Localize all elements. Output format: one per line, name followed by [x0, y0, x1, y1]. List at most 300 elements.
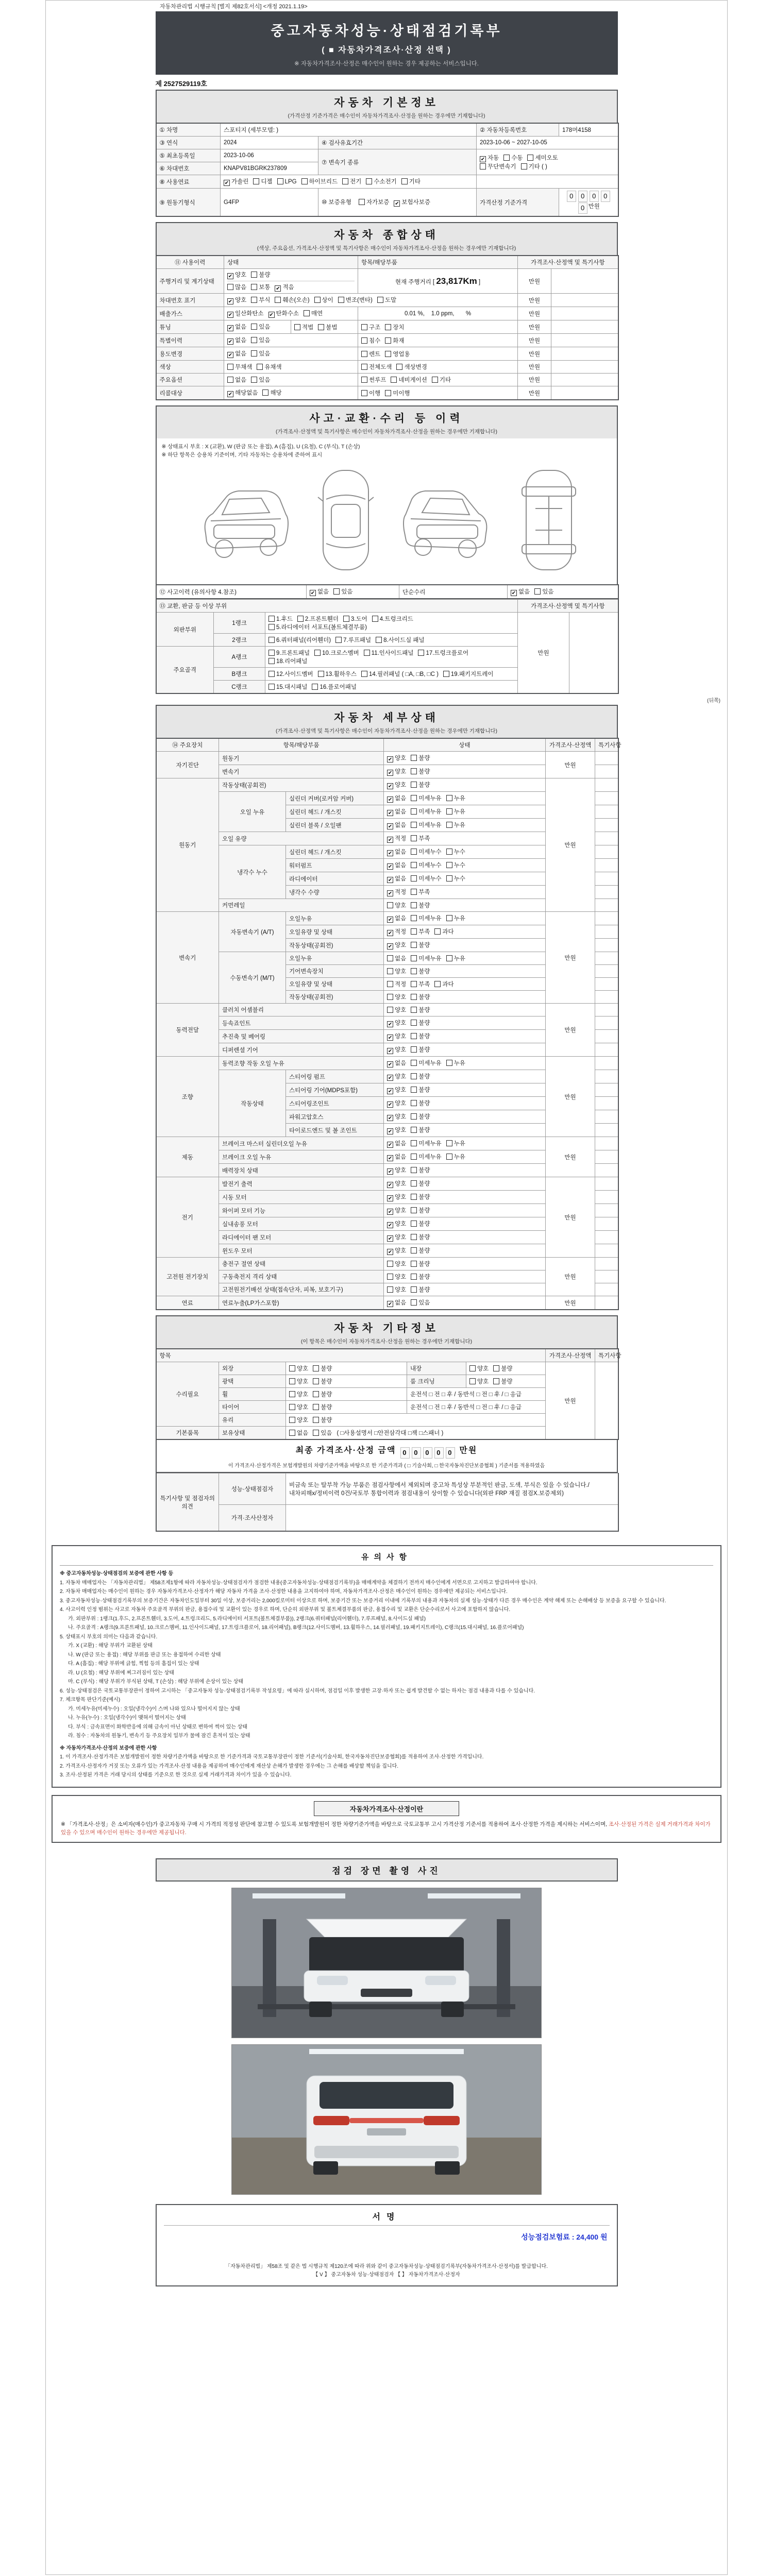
checkbox-누유[interactable] [446, 808, 452, 815]
checkbox-네비게이션[interactable] [391, 377, 397, 383]
option-13.휠하우스: 13.휠하우스 [318, 670, 357, 678]
notice-line: 2. 자동차 매매업자는 매수인이 원하는 경우 자동차가격조사·산정자가 해당 자동차 가격을 조사·산정한 내용을 고지하여야 하며, 자동차가격조사·산정은 매수인이 원하는 경우에만 제공되는 서비스입니다. [60, 1589, 508, 1595]
checkbox-양호[interactable]: ✔ [228, 299, 233, 304]
checkbox-미세누유[interactable] [411, 1060, 417, 1066]
checkbox-미세누유[interactable] [411, 822, 417, 828]
checkbox-변조(변타)[interactable] [338, 297, 344, 303]
inspector-label: 성능·상태점검자 [219, 1473, 286, 1505]
option-양호: ✔ 양호 [228, 297, 247, 304]
checkbox-수소전기[interactable] [366, 178, 372, 184]
item-label: 연료누출(LP가스포함) [219, 1296, 384, 1310]
rank-items [265, 647, 518, 668]
table-row [156, 585, 618, 599]
checkbox-양호[interactable] [387, 1261, 393, 1267]
checkbox-불량[interactable] [411, 782, 417, 788]
state-options [384, 1150, 546, 1164]
checkbox-없음[interactable] [227, 377, 233, 383]
checkbox-양호[interactable]: ✔ [228, 274, 233, 279]
option-구조: 구조 [361, 323, 380, 331]
checkbox-누유[interactable] [446, 915, 452, 921]
checkbox-양호[interactable] [289, 1404, 295, 1410]
option-불량: 불량 [411, 1273, 430, 1281]
checkbox-미세누유[interactable] [411, 1140, 417, 1146]
checkbox-적정[interactable] [387, 981, 393, 987]
state-options [384, 1191, 546, 1204]
checkbox-없음[interactable]: ✔ [511, 590, 516, 596]
checkbox-양호[interactable]: ✔ [388, 757, 393, 762]
checkbox-없음[interactable]: ✔ [388, 824, 393, 829]
checkbox-1.후드[interactable] [268, 616, 275, 622]
state-options [384, 1258, 546, 1270]
checkbox-없음[interactable]: ✔ [388, 877, 393, 883]
checkbox-있음[interactable] [411, 1299, 417, 1306]
checkbox-13.휠하우스[interactable] [318, 671, 324, 677]
checkbox-영업용[interactable] [385, 351, 391, 357]
checkbox-해당[interactable] [262, 389, 268, 396]
table-row [156, 1258, 618, 1270]
checkbox-양호[interactable]: ✔ [388, 1196, 393, 1201]
checkbox-7.루프패널[interactable] [335, 637, 342, 643]
checkbox-불량[interactable] [411, 1113, 417, 1120]
checkbox-무단변속기[interactable] [480, 163, 486, 170]
checkbox-없음[interactable]: ✔ [228, 339, 233, 345]
checkbox-과다[interactable] [434, 928, 441, 935]
checkbox-누유[interactable] [446, 822, 452, 828]
state-options [384, 1177, 546, 1191]
checkbox-불량[interactable] [411, 902, 417, 908]
checkbox-12.사이드멤버[interactable] [268, 671, 275, 677]
checkbox-썬루프[interactable] [361, 377, 367, 383]
inspection-insurance-fee: 성능점검보험료 : 24,400 원 [521, 2232, 608, 2241]
checkbox-없음[interactable]: ✔ [388, 797, 393, 803]
checkbox-있음[interactable] [333, 588, 340, 595]
checkbox-자가보증[interactable] [359, 199, 365, 205]
checkbox-탄화수소[interactable]: ✔ [269, 312, 274, 318]
checkbox-불량[interactable] [493, 1365, 499, 1371]
checkbox-도말[interactable] [377, 297, 383, 303]
state-options [384, 886, 546, 899]
checkbox-무채색[interactable] [227, 364, 233, 370]
checkbox-양호[interactable]: ✔ [388, 784, 393, 789]
checkbox-없음[interactable]: ✔ [388, 1062, 393, 1067]
checkbox-미세누수[interactable] [411, 875, 417, 882]
option-양호: ✔ 양호 [388, 1248, 407, 1255]
checkbox-상이[interactable] [314, 297, 321, 303]
checkbox-없음[interactable]: ✔ [388, 1156, 393, 1161]
state-options [384, 1097, 546, 1110]
checkbox-없음[interactable]: ✔ [388, 810, 393, 816]
rank-items [265, 613, 518, 634]
checkbox-해당없음[interactable]: ✔ [228, 392, 233, 397]
checkbox-불량[interactable] [411, 1221, 417, 1227]
checkbox-불량[interactable] [411, 1274, 417, 1280]
checkbox-미세누유[interactable] [411, 795, 417, 801]
checkbox-화재[interactable] [385, 337, 391, 344]
checkbox-없음[interactable]: ✔ [310, 590, 315, 596]
checkbox-적정[interactable]: ✔ [388, 891, 393, 896]
option-불량: 불량 [411, 993, 430, 1001]
section-title: 자동차 기본정보 [334, 97, 439, 109]
checkbox-19.패키지트레이[interactable] [443, 671, 449, 677]
checkbox-기타 ( )[interactable] [521, 163, 527, 170]
checkbox-불량[interactable] [411, 768, 417, 774]
notice-line: 라. U (요철) : 해당 부위에 찌그러짐이 있는 상태 [68, 1670, 174, 1676]
checkbox-누유[interactable] [446, 795, 452, 801]
subgroup-label: 자동변속기 (A/T) [219, 912, 286, 952]
checkbox-있음[interactable] [534, 588, 541, 595]
checkbox-양호[interactable] [387, 1007, 393, 1013]
checkbox-양호[interactable] [289, 1417, 295, 1423]
checkbox-적정[interactable]: ✔ [388, 837, 393, 843]
checkbox-미이행[interactable] [385, 390, 391, 396]
checkbox-장치[interactable] [385, 324, 391, 330]
checkbox-8.사이드실 패널[interactable] [376, 637, 382, 643]
option-적정: ✔ 적정 [388, 929, 407, 936]
checkbox-렌트[interactable] [361, 351, 367, 357]
checkbox-양호[interactable]: ✔ [388, 1223, 393, 1228]
rank-items [265, 681, 518, 694]
checkbox-불량[interactable] [411, 1127, 417, 1133]
checkbox-누유[interactable] [446, 1060, 452, 1066]
price-digit: 0 [578, 191, 587, 202]
option-양호: 양호 [387, 901, 406, 909]
checkbox-LPG[interactable] [277, 178, 283, 184]
checkbox-적정[interactable]: ✔ [388, 930, 393, 936]
state-options [384, 1283, 546, 1296]
option-양호: ✔ 양호 [228, 272, 247, 279]
price-cell: 만원 [546, 1296, 595, 1310]
option-양호: ✔ 양호 [388, 1234, 407, 1242]
item-label: 브레이크 마스터 실린더오일 누유 [219, 1137, 384, 1150]
checkbox-부족[interactable] [411, 928, 417, 935]
checkbox-있음[interactable] [251, 377, 257, 383]
option-누유: 누유 [446, 1153, 465, 1161]
checkbox-일산화탄소[interactable]: ✔ [228, 312, 233, 318]
checkbox-15.대시패널[interactable] [268, 684, 275, 690]
option-적정: ✔ 적정 [388, 836, 407, 843]
checkbox-불량[interactable] [411, 1073, 417, 1079]
checkbox-침수[interactable] [361, 337, 367, 344]
notice-line: 가. 미세누유(미세누수) : 오일(냉각수)이 스며 나와 있으나 떨어지지 않는 상태 [68, 1706, 240, 1712]
device-조향: 조향 [156, 1057, 219, 1137]
checkbox-세미오토[interactable] [527, 155, 533, 161]
checkbox-없음[interactable]: ✔ [228, 326, 233, 331]
repair-item-유리: 유리 [219, 1414, 286, 1427]
checkbox-불량[interactable] [411, 942, 417, 948]
mileage-label: 주행거리 및 계기상태 [156, 269, 224, 294]
checkbox-훼손(오손)[interactable] [275, 297, 281, 303]
checkbox-11.인사이드패널[interactable] [364, 650, 370, 656]
checkbox-미세누수[interactable] [411, 849, 417, 855]
option-10.크로스멤버: 10.크로스멤버 [314, 649, 359, 657]
checkbox-양호[interactable]: ✔ [388, 1249, 393, 1255]
checkbox-없음[interactable] [289, 1430, 295, 1436]
checkbox-불량[interactable] [493, 1378, 499, 1384]
checkbox-10.크로스멤버[interactable] [314, 650, 321, 656]
checkbox-수동[interactable] [503, 155, 510, 161]
special-note-cell [595, 1191, 618, 1204]
checkbox-있음[interactable] [251, 337, 257, 343]
checkbox-양호[interactable]: ✔ [388, 1115, 393, 1121]
checkbox-14.필러패널 ( □A, □B, □C )[interactable] [361, 671, 367, 677]
checkbox-기타[interactable] [432, 377, 438, 383]
checkbox-미세누유[interactable] [411, 808, 417, 815]
checkbox-양호[interactable]: ✔ [388, 770, 393, 776]
checkbox-누수[interactable] [446, 849, 452, 855]
checkbox-양호[interactable]: ✔ [388, 1169, 393, 1175]
checkbox-기타[interactable] [401, 178, 408, 184]
checkbox-적음[interactable]: ✔ [276, 286, 280, 292]
special-note-cell [551, 386, 618, 400]
vin-mark-options [224, 294, 518, 307]
checkbox-양호[interactable]: ✔ [388, 1209, 393, 1215]
checkbox-양호[interactable]: ✔ [388, 1075, 393, 1081]
checkbox-양호[interactable]: ✔ [388, 1129, 393, 1134]
checkbox-불량[interactable] [411, 1261, 417, 1267]
checkbox-불량[interactable] [411, 1207, 417, 1213]
checkbox-불량[interactable] [411, 1180, 417, 1187]
checkbox-양호[interactable] [469, 1365, 476, 1371]
option-불량: 불량 [411, 1260, 430, 1268]
checkbox-양호[interactable]: ✔ [388, 1022, 393, 1027]
checkbox-하이브리드[interactable] [301, 178, 308, 184]
option-도말: 도말 [377, 296, 396, 304]
checkbox-양호[interactable] [387, 902, 393, 908]
checkbox-누유[interactable] [446, 1154, 452, 1160]
checkbox-불량[interactable] [411, 1194, 417, 1200]
checkbox-양호[interactable]: ✔ [388, 1089, 393, 1094]
item-label: 기어변속장치 [286, 965, 384, 978]
checkbox-없음[interactable]: ✔ [228, 352, 233, 358]
checkbox-있음[interactable] [251, 324, 257, 330]
option-양호: ✔ 양호 [388, 1167, 407, 1175]
rank-label: C랭크 [214, 681, 265, 694]
note-header: 특기사항 [595, 738, 618, 752]
checkbox-부족[interactable] [411, 835, 417, 841]
item-label: 배력장치 상태 [219, 1164, 384, 1177]
option-양호: ✔ 양호 [388, 1100, 407, 1108]
checkbox-자동[interactable]: ✔ [480, 157, 485, 162]
checkbox-양호[interactable] [387, 968, 393, 974]
special-note-cell [595, 1231, 618, 1244]
odometer-cell: 현재 주행거리 [ 23,817Km ] [358, 269, 518, 294]
checkbox-누유[interactable] [446, 1140, 452, 1146]
checkbox-불량[interactable] [411, 1100, 417, 1106]
option-훼손(오손): 훼손(오손) [275, 296, 309, 304]
checkbox-부족[interactable] [411, 889, 417, 895]
checkbox-누수[interactable] [446, 875, 452, 882]
table-row [156, 361, 618, 374]
checkbox-없음[interactable]: ✔ [388, 1142, 393, 1148]
checkbox-색상변경[interactable] [396, 364, 402, 370]
checkbox-9.프론트패널[interactable] [268, 650, 275, 656]
checkbox-불량[interactable] [411, 1167, 417, 1173]
checkbox-양호[interactable] [469, 1378, 476, 1384]
checkbox-적법[interactable] [294, 324, 300, 330]
special-note-cell [595, 1137, 618, 1150]
checkbox-미세누유[interactable] [411, 955, 417, 961]
checkbox-불법[interactable] [318, 324, 324, 330]
checkbox-없음[interactable]: ✔ [388, 1301, 393, 1307]
checkbox-불량[interactable] [313, 1365, 319, 1371]
option-양호: 양호 [289, 1416, 308, 1424]
tuning-options-3 [358, 320, 518, 334]
checkbox-전기[interactable] [342, 178, 348, 184]
checkbox-5.라디에이터 서포트(볼트체결부품)[interactable] [268, 624, 275, 630]
checkbox-구조[interactable] [361, 324, 367, 330]
option-불량: 불량 [411, 1112, 430, 1121]
checkbox-불량[interactable] [411, 968, 417, 974]
checkbox-양호[interactable]: ✔ [388, 1035, 393, 1041]
special-note-cell [551, 294, 618, 307]
usage-change-label: 용도변경 [156, 347, 224, 361]
repair-options-룸 크리닝 [466, 1375, 546, 1388]
checkbox-전체도색[interactable] [361, 364, 367, 370]
checkbox-미세누유[interactable] [411, 1154, 417, 1160]
checkbox-불량[interactable] [411, 1046, 417, 1053]
option-디젤: 디젤 [253, 177, 272, 185]
checkbox-없음[interactable]: ✔ [388, 851, 393, 856]
checkbox-양호[interactable] [387, 1286, 393, 1293]
checkbox-디젤[interactable] [253, 178, 259, 184]
checkbox-없음[interactable] [387, 955, 393, 961]
option-불량: 불량 [493, 1364, 512, 1372]
checkbox-없음[interactable]: ✔ [388, 864, 393, 870]
option-네비게이션: 네비게이션 [391, 376, 427, 384]
option-전체도색: 전체도색 [361, 363, 392, 371]
checkbox-17.트렁크플로어[interactable] [418, 650, 424, 656]
checkbox-불량[interactable] [411, 1087, 417, 1093]
checkbox-양호[interactable] [289, 1391, 295, 1397]
tuning-options-2 [291, 320, 358, 334]
special-note-cell [595, 991, 618, 1004]
checkbox-양호[interactable] [289, 1365, 295, 1371]
checkbox-매연[interactable] [304, 310, 310, 316]
checkbox-보험사보증[interactable]: ✔ [395, 201, 399, 207]
checkbox-불량[interactable] [313, 1417, 319, 1423]
option-부족: 부족 [411, 980, 430, 988]
checkbox-가솔린[interactable]: ✔ [224, 180, 229, 186]
rank-label: 1랭크 [214, 613, 265, 634]
option-2.프론트휀더: 2.프론트휀더 [297, 615, 339, 623]
checkbox-불량[interactable] [411, 1033, 417, 1039]
option-양호: 양호 [289, 1364, 308, 1372]
checkbox-불량[interactable] [313, 1378, 319, 1384]
state-options [384, 765, 546, 778]
checkbox-유채색[interactable] [257, 364, 263, 370]
option-있음: 있음 [313, 1429, 332, 1437]
checkbox-양호[interactable] [387, 994, 393, 1000]
notice-line: 나. 주요골격 : A랭크(9.프론트패널, 10.크로스멤버, 11.인사이드패널, 17.트렁크플로어, 18.리어패널), B랭크(12.사이드멤버, 13.휠하우스, 14.필러패널, 19.패키지트레이), C랭크(15.대시패널, 16.플로어패널) [68, 1625, 524, 1631]
checkbox-누유[interactable] [446, 955, 452, 961]
first-reg-value: 2023-10-06 [221, 149, 318, 162]
mileage-state [224, 269, 358, 294]
option-17.트렁크플로어: 17.트렁크플로어 [418, 649, 468, 657]
checkbox-많음[interactable] [227, 284, 233, 290]
price-unit: 만원 [588, 204, 600, 210]
checkbox-이행[interactable] [361, 390, 367, 396]
checkbox-불량[interactable] [411, 1020, 417, 1026]
special-note-cell [595, 819, 618, 832]
notice-line: 1. 자동차 매매업자는 「자동차관리법」 제58조제1항에 따라 자동차성능·상태점검자가 점검한 내용(중고자동차성능·상태점검기록부)을 매매계약을 체결하기 전까지 매수인에게 서면으로 고지하고 발급하여야 합니다. [60, 1580, 537, 1586]
notice-section [52, 1545, 721, 1788]
option-없음: 없음 [289, 1429, 308, 1437]
checkbox-누수[interactable] [446, 862, 452, 868]
checkbox-양호[interactable]: ✔ [388, 1102, 393, 1108]
warranty-label: ⑩ 보증유형 [322, 199, 351, 206]
checkbox-미세누수[interactable] [411, 862, 417, 868]
checkbox-불량[interactable] [411, 1247, 417, 1253]
fuel-label: ⑧ 사용연료 [156, 175, 221, 189]
table-row [156, 307, 618, 320]
checkbox-부족[interactable] [411, 981, 417, 987]
option-18.리어패널: 18.리어패널 [268, 657, 307, 665]
accident-history-label: ⑫ 사고이력 (유의사항 4.참조) [156, 585, 307, 599]
option-미세누유: 미세누유 [411, 954, 441, 962]
checkbox-양호[interactable] [289, 1378, 295, 1384]
option-있음: 있음 [251, 376, 270, 384]
checkbox-미세누유[interactable] [411, 915, 417, 921]
checkbox-불량[interactable] [411, 1286, 417, 1293]
final-price-unit: 만원 [459, 1446, 478, 1455]
special-note-cell [595, 1097, 618, 1110]
checkbox-16.플로어패널[interactable] [312, 684, 318, 690]
option-양호: ✔ 양호 [388, 1194, 407, 1201]
checkbox-불량[interactable] [411, 1007, 417, 1013]
special-note-cell [595, 1124, 618, 1137]
checkbox-양호[interactable] [387, 1274, 393, 1280]
option-없음: ✔ 없음 [228, 351, 247, 358]
checkbox-불량[interactable] [411, 994, 417, 1000]
option-미세누유: 미세누유 [411, 1153, 441, 1161]
checkbox-양호[interactable]: ✔ [388, 1236, 393, 1242]
checkbox-양호[interactable]: ✔ [388, 944, 393, 950]
option-없음: 없음 [387, 954, 406, 962]
checkbox-양호[interactable]: ✔ [388, 1182, 393, 1188]
checkbox-4.트렁크리드[interactable] [372, 616, 378, 622]
checkbox-불량[interactable] [411, 1234, 417, 1240]
checkbox-양호[interactable]: ✔ [388, 1048, 393, 1054]
checkbox-없음[interactable]: ✔ [388, 917, 393, 923]
option-불량: 불량 [411, 1032, 430, 1040]
checkbox-과다[interactable] [434, 981, 441, 987]
checkbox-6.쿼터패널(리어휀더)[interactable] [268, 637, 275, 643]
special-note-cell [551, 320, 618, 334]
recall-label: 리콜대상 [156, 386, 224, 400]
option-누유: 누유 [446, 821, 465, 829]
item-label: 오일누유 [286, 912, 384, 925]
checkbox-불량[interactable] [251, 272, 257, 278]
special-note-cell [595, 872, 618, 886]
option-6.쿼터패널(리어휀더): 6.쿼터패널(리어휀더) [268, 636, 331, 644]
checkbox-불량[interactable] [313, 1391, 319, 1397]
checkbox-불량[interactable] [411, 755, 417, 761]
checkbox-보통[interactable] [251, 284, 257, 290]
checkbox-있음[interactable] [313, 1430, 319, 1436]
inspection-photo-front [231, 1888, 542, 2038]
checkbox-있음[interactable] [251, 350, 257, 357]
checkbox-18.리어패널[interactable] [268, 658, 275, 664]
option-양호: 양호 [387, 1260, 406, 1268]
checkbox-2.프론트휀더[interactable] [297, 616, 304, 622]
repair-needed-label: 수리필요 [156, 1362, 219, 1427]
category-주요골격: 주요골격 [156, 647, 214, 694]
checkbox-3.도어[interactable] [343, 616, 349, 622]
table-row [156, 1004, 618, 1016]
checkbox-부식[interactable] [251, 297, 257, 303]
checkbox-불량[interactable] [313, 1404, 319, 1410]
option-미이행: 미이행 [385, 389, 410, 397]
